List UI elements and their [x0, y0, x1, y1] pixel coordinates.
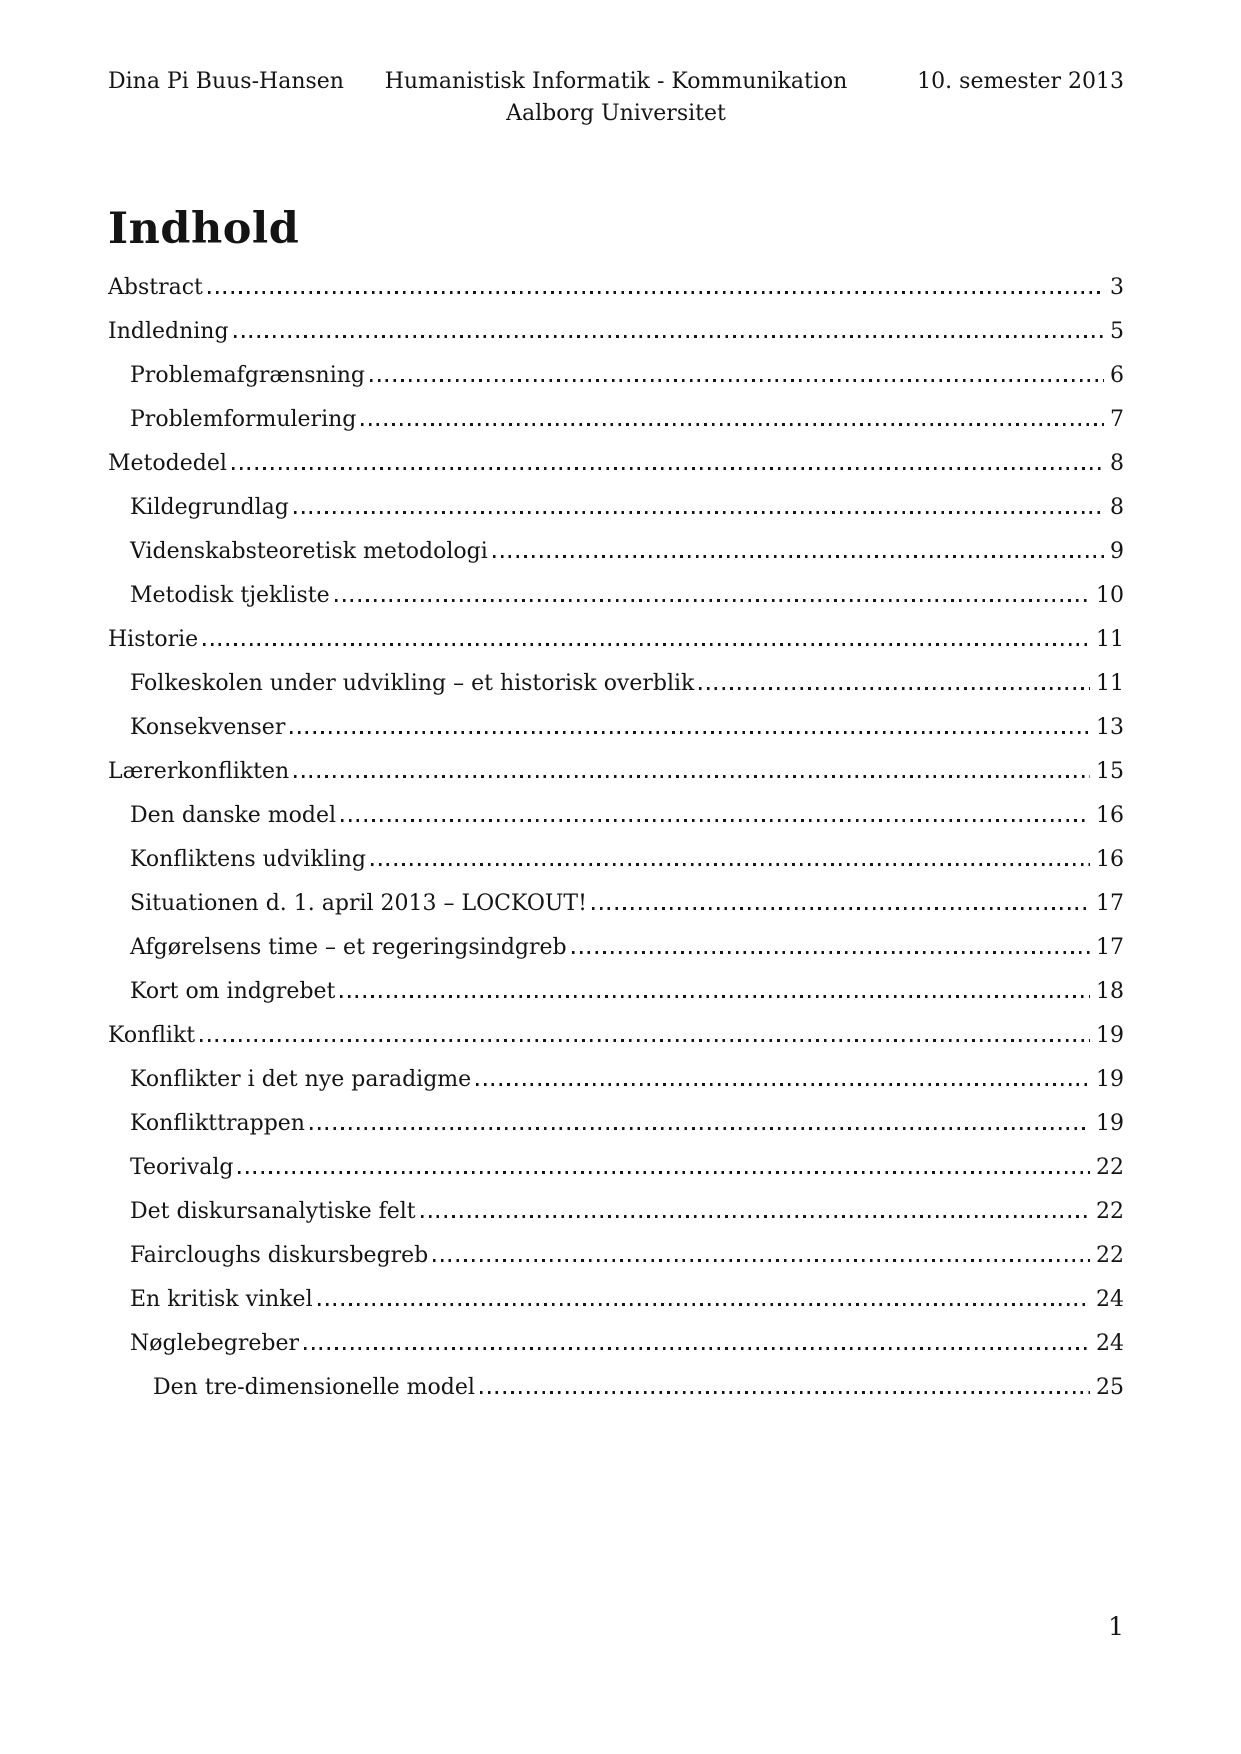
- toc-entry-page: 24: [1096, 1331, 1124, 1356]
- toc-entry[interactable]: [108, 838, 1124, 882]
- toc-entry-page: 8: [1110, 451, 1124, 476]
- toc-entry-label: Metodedel: [108, 451, 227, 476]
- toc-dot-leader: [572, 951, 1090, 954]
- toc-entry-page: 11: [1096, 627, 1124, 652]
- page-number: 1: [1108, 1612, 1124, 1641]
- toc-entry-page: 22: [1096, 1199, 1124, 1224]
- toc-dot-leader: [294, 775, 1090, 778]
- toc-entry-page: 10: [1096, 583, 1124, 608]
- toc-entry-page: 22: [1096, 1155, 1124, 1180]
- header-university: Aalborg Universitet: [506, 101, 726, 126]
- toc-entry[interactable]: [108, 1278, 1124, 1322]
- toc-dot-leader: [238, 1171, 1090, 1174]
- toc-entry[interactable]: [108, 1190, 1124, 1234]
- toc-entry-page: 15: [1096, 759, 1124, 784]
- toc-dot-leader: [208, 291, 1104, 294]
- toc-entry-label: Metodisk tjekliste: [130, 583, 330, 608]
- toc-dot-leader: [476, 1083, 1090, 1086]
- toc-dot-leader: [340, 995, 1090, 998]
- toc-entry[interactable]: [108, 398, 1124, 442]
- toc-dot-leader: [699, 687, 1090, 690]
- toc-entry-page: 13: [1096, 715, 1124, 740]
- toc-entry[interactable]: [108, 662, 1124, 706]
- toc-dot-leader: [310, 1127, 1090, 1130]
- toc-entry-label: En kritisk vinkel: [130, 1287, 313, 1312]
- toc-entry-label: Kildegrundlag: [130, 495, 289, 520]
- toc-dot-leader: [304, 1347, 1090, 1350]
- toc-entry[interactable]: [108, 1102, 1124, 1146]
- toc-entry[interactable]: [108, 266, 1124, 310]
- toc-entry-page: 3: [1110, 275, 1124, 300]
- toc-entry-label: Faircloughs diskursbegreb: [130, 1243, 429, 1268]
- toc-dot-leader: [592, 907, 1090, 910]
- toc-dot-leader: [335, 599, 1090, 602]
- toc-entry-label: Det diskursanalytiske felt: [130, 1199, 416, 1224]
- toc-list: [108, 266, 1124, 1410]
- toc-entry-label: Kort om indgrebet: [130, 979, 336, 1004]
- toc-entry-page: 19: [1096, 1067, 1124, 1092]
- toc-entry-label: Konflikt: [108, 1023, 196, 1048]
- toc-entry-page: 11: [1096, 671, 1124, 696]
- toc-dot-leader: [371, 863, 1090, 866]
- toc-entry-page: 8: [1110, 495, 1124, 520]
- toc-entry-label: Abstract: [108, 275, 203, 300]
- toc-entry-page: 17: [1096, 935, 1124, 960]
- header-line-1: [108, 66, 1124, 98]
- toc-dot-leader: [318, 1303, 1090, 1306]
- toc-entry[interactable]: [108, 794, 1124, 838]
- toc-entry[interactable]: [108, 618, 1124, 662]
- toc-dot-leader: [421, 1215, 1090, 1218]
- toc-entry-label: Den tre-dimensionelle model: [153, 1375, 475, 1400]
- toc-entry-label: Den danske model: [130, 803, 337, 828]
- toc-entry-label: Problemformulering: [130, 407, 357, 432]
- toc-entry-label: Teorivalg: [130, 1155, 234, 1180]
- toc-entry-label: Nøglebegreber: [130, 1331, 299, 1356]
- toc-entry[interactable]: [108, 882, 1124, 926]
- toc-entry[interactable]: [108, 970, 1124, 1014]
- toc-dot-leader: [480, 1391, 1090, 1394]
- toc-entry[interactable]: [108, 486, 1124, 530]
- toc-entry[interactable]: [108, 926, 1124, 970]
- toc-entry-page: 7: [1110, 407, 1124, 432]
- toc-entry-label: Konfliktens udvikling: [130, 847, 366, 872]
- toc-title: Indhold: [108, 204, 300, 254]
- toc-entry-page: 16: [1096, 847, 1124, 872]
- toc-dot-leader: [361, 423, 1104, 426]
- toc-entry[interactable]: [108, 530, 1124, 574]
- toc-entry[interactable]: [108, 1234, 1124, 1278]
- toc-entry-label: Problemafgrænsning: [130, 363, 366, 388]
- toc-entry-label: Afgørelsens time – et regeringsindgreb: [130, 935, 567, 960]
- header-program: Humanistisk Informatik - Kommunikation: [384, 69, 848, 94]
- toc-dot-leader: [370, 379, 1104, 382]
- toc-entry-page: 16: [1096, 803, 1124, 828]
- toc-entry-page: 25: [1096, 1375, 1124, 1400]
- toc-entry[interactable]: [108, 1366, 1124, 1410]
- toc-entry[interactable]: [108, 574, 1124, 618]
- toc-dot-leader: [200, 1039, 1090, 1042]
- toc-dot-leader: [433, 1259, 1090, 1262]
- toc-entry[interactable]: [108, 1014, 1124, 1058]
- toc-entry-label: Lærerkonflikten: [108, 759, 290, 784]
- toc-entry[interactable]: [108, 1322, 1124, 1366]
- toc-entry[interactable]: [108, 706, 1124, 750]
- toc-entry-label: Indledning: [108, 319, 229, 344]
- toc-dot-leader: [234, 335, 1104, 338]
- toc-entry-label: Historie: [108, 627, 199, 652]
- document-header: [108, 66, 1124, 130]
- toc-entry[interactable]: [108, 354, 1124, 398]
- toc-dot-leader: [294, 511, 1104, 514]
- toc-entry-label: Konsekvenser: [130, 715, 286, 740]
- toc-entry-label: Situationen d. 1. april 2013 – LOCKOUT!: [130, 891, 587, 916]
- toc-entry-page: 6: [1110, 363, 1124, 388]
- toc-entry-page: 19: [1096, 1111, 1124, 1136]
- header-author: Dina Pi Buus-Hansen: [108, 69, 344, 94]
- toc-dot-leader: [341, 819, 1090, 822]
- toc-entry-page: 19: [1096, 1023, 1124, 1048]
- toc-dot-leader: [203, 643, 1090, 646]
- toc-entry-page: 24: [1096, 1287, 1124, 1312]
- toc-entry[interactable]: [108, 1146, 1124, 1190]
- toc-entry-label: Videnskabsteoretisk metodologi: [130, 539, 488, 564]
- toc-entry-page: 9: [1110, 539, 1124, 564]
- header-semester: 10. semester 2013: [917, 69, 1124, 94]
- toc-entry-page: 5: [1110, 319, 1124, 344]
- toc-entry[interactable]: [108, 1058, 1124, 1102]
- toc-dot-leader: [493, 555, 1104, 558]
- toc-entry-label: Folkeskolen under udvikling – et historisk overblik: [130, 671, 695, 696]
- toc-entry-page: 17: [1096, 891, 1124, 916]
- toc-entry-page: 22: [1096, 1243, 1124, 1268]
- toc-entry[interactable]: [108, 310, 1124, 354]
- toc-entry-page: 18: [1096, 979, 1124, 1004]
- toc-dot-leader: [232, 467, 1104, 470]
- toc-entry-label: Konflikter i det nye paradigme: [130, 1067, 472, 1092]
- toc-entry[interactable]: [108, 442, 1124, 486]
- toc-entry[interactable]: [108, 750, 1124, 794]
- toc-entry-label: Konflikttrappen: [130, 1111, 305, 1136]
- toc-dot-leader: [290, 731, 1090, 734]
